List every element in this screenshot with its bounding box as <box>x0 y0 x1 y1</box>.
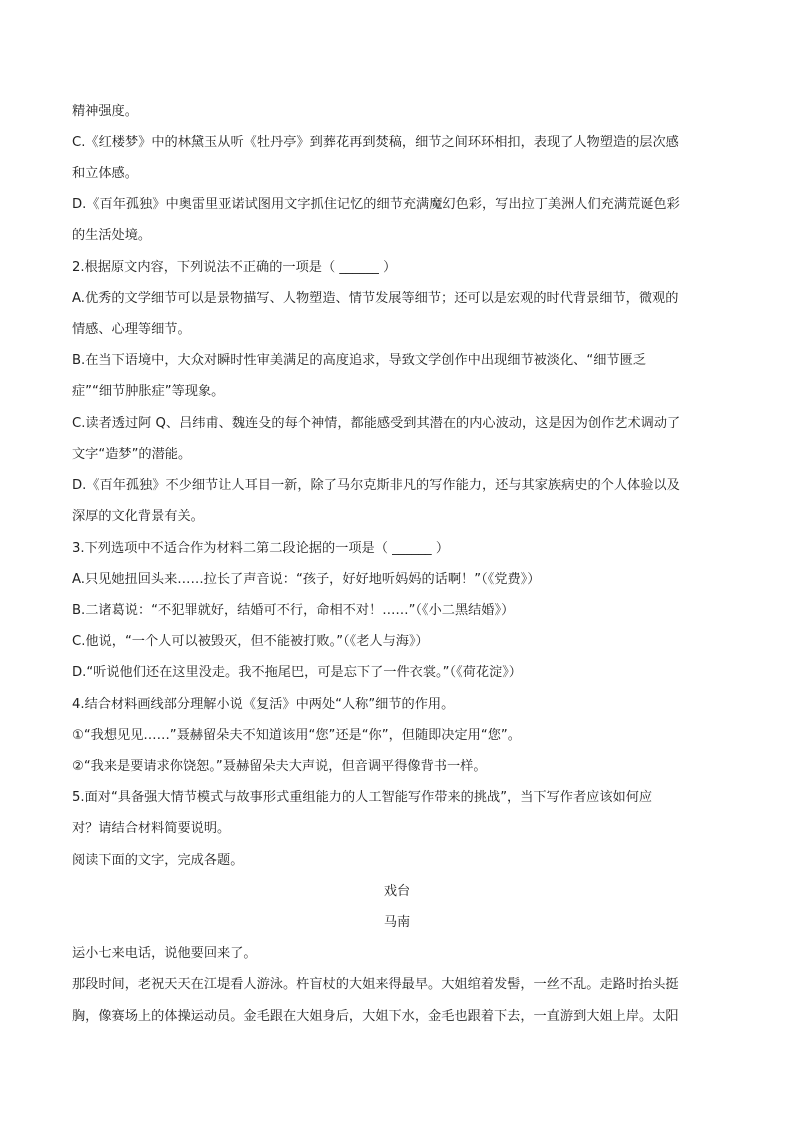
option-c-line: C.读者透过阿 Q、吕纬甫、魏连殳的每个神情，都能感受到其潜在的内心波动，这是因为创作艺术调动了 <box>72 416 681 431</box>
option-b-line: B.在当下语境中，大众对瞬时性审美满足的高度追求，导致文学创作中出现细节被淡化、“细节匮乏 <box>72 353 646 368</box>
question-2: 2.根据原文内容，下列说法不正确的一项是（ ______ ） <box>72 260 397 275</box>
story-author: 马南 <box>383 915 411 930</box>
option-d-line: D.《百年孤独》中奥雷里亚诺试图用文字抓住记忆的细节充满魔幻色彩，写出拉丁美洲人们充满荒诞色彩 <box>72 197 680 212</box>
text-line: 的生活处境。 <box>72 228 152 243</box>
question-4: 4.结合材料画线部分理解小说《复活》中两处“人称”细节的作用。 <box>72 697 455 712</box>
question-5: 5.面对“具备强大情节模式与故事形式重组能力的人工智能写作带来的挑战”，当下写作者应该如何应 <box>72 790 653 805</box>
text-line: 对？请结合材料简要说明。 <box>72 821 231 836</box>
story-paragraph: 胸，像赛场上的体操运动员。金毛跟在大姐身后，大姐下水，金毛也跟着下去，一直游到大姐上岸。太阳 <box>72 1009 679 1024</box>
text-line: 情感、心理等细节。 <box>72 322 191 337</box>
text-line: 精神强度。 <box>72 104 138 119</box>
story-title: 戏台 <box>383 884 411 899</box>
option-d-line: D.《百年孤独》不少细节让人耳目一新，除了马尔克斯非凡的写作能力，还与其家族病史的个人体验以及 <box>72 478 680 493</box>
story-paragraph: 运小七来电话，说他要回来了。 <box>72 946 257 961</box>
story-paragraph: 那段时间，老祝天天在江堤看人游泳。杵盲杖的大姐来得最早。大姐绾着发髻，一丝不乱。走路时抬头挺 <box>72 977 679 992</box>
reading-instruction: 阅读下面的文字，完成各题。 <box>72 853 244 868</box>
option-c-line: C.《红楼梦》中的林黛玉从听《牡丹亭》到葬花再到焚稿，细节之间环环相扣，表现了人物塑造的层次感 <box>72 135 679 150</box>
option-a-line: A.只见她扭回头来……拉长了声音说：“孩子，好好地听妈妈的话啊！”（《党费》） <box>72 572 541 587</box>
text-line: 文字“造梦”的潜能。 <box>72 447 192 462</box>
text-line: 深厚的文化背景有关。 <box>72 509 204 524</box>
text-line: 症”“细节肿胀症”等现象。 <box>72 384 225 399</box>
question-3: 3.下列选项中不适合作为材料二第二段论据的一项是（ ______ ） <box>72 541 450 556</box>
text-line: ②“我来是要请求你饶恕。”聂赫留朵夫大声说，但音调平得像背书一样。 <box>72 759 487 774</box>
option-b-line: B.二诸葛说：“不犯罪就好，结婚可不行，命相不对！……”（《小二黑结婚》） <box>72 603 515 618</box>
option-a-line: A.优秀的文学细节可以是景物描写、人物塑造、情节发展等细节；还可以是宏观的时代背景细节，微观的 <box>72 291 679 306</box>
option-d-line: D.“听说他们还在这里没走。我不拖尾巴，可是忘下了一件衣裳。”（《荷花淀》） <box>72 665 522 680</box>
option-c-line: C.他说，“一个人可以被毁灭，但不能被打败。”（《老人与海》） <box>72 634 429 649</box>
text-line: 和立体感。 <box>72 166 138 181</box>
text-line: ①“我想见见……”聂赫留朵夫不知道该用“您”还是“你”，但随即决定用“您”。 <box>72 728 521 743</box>
